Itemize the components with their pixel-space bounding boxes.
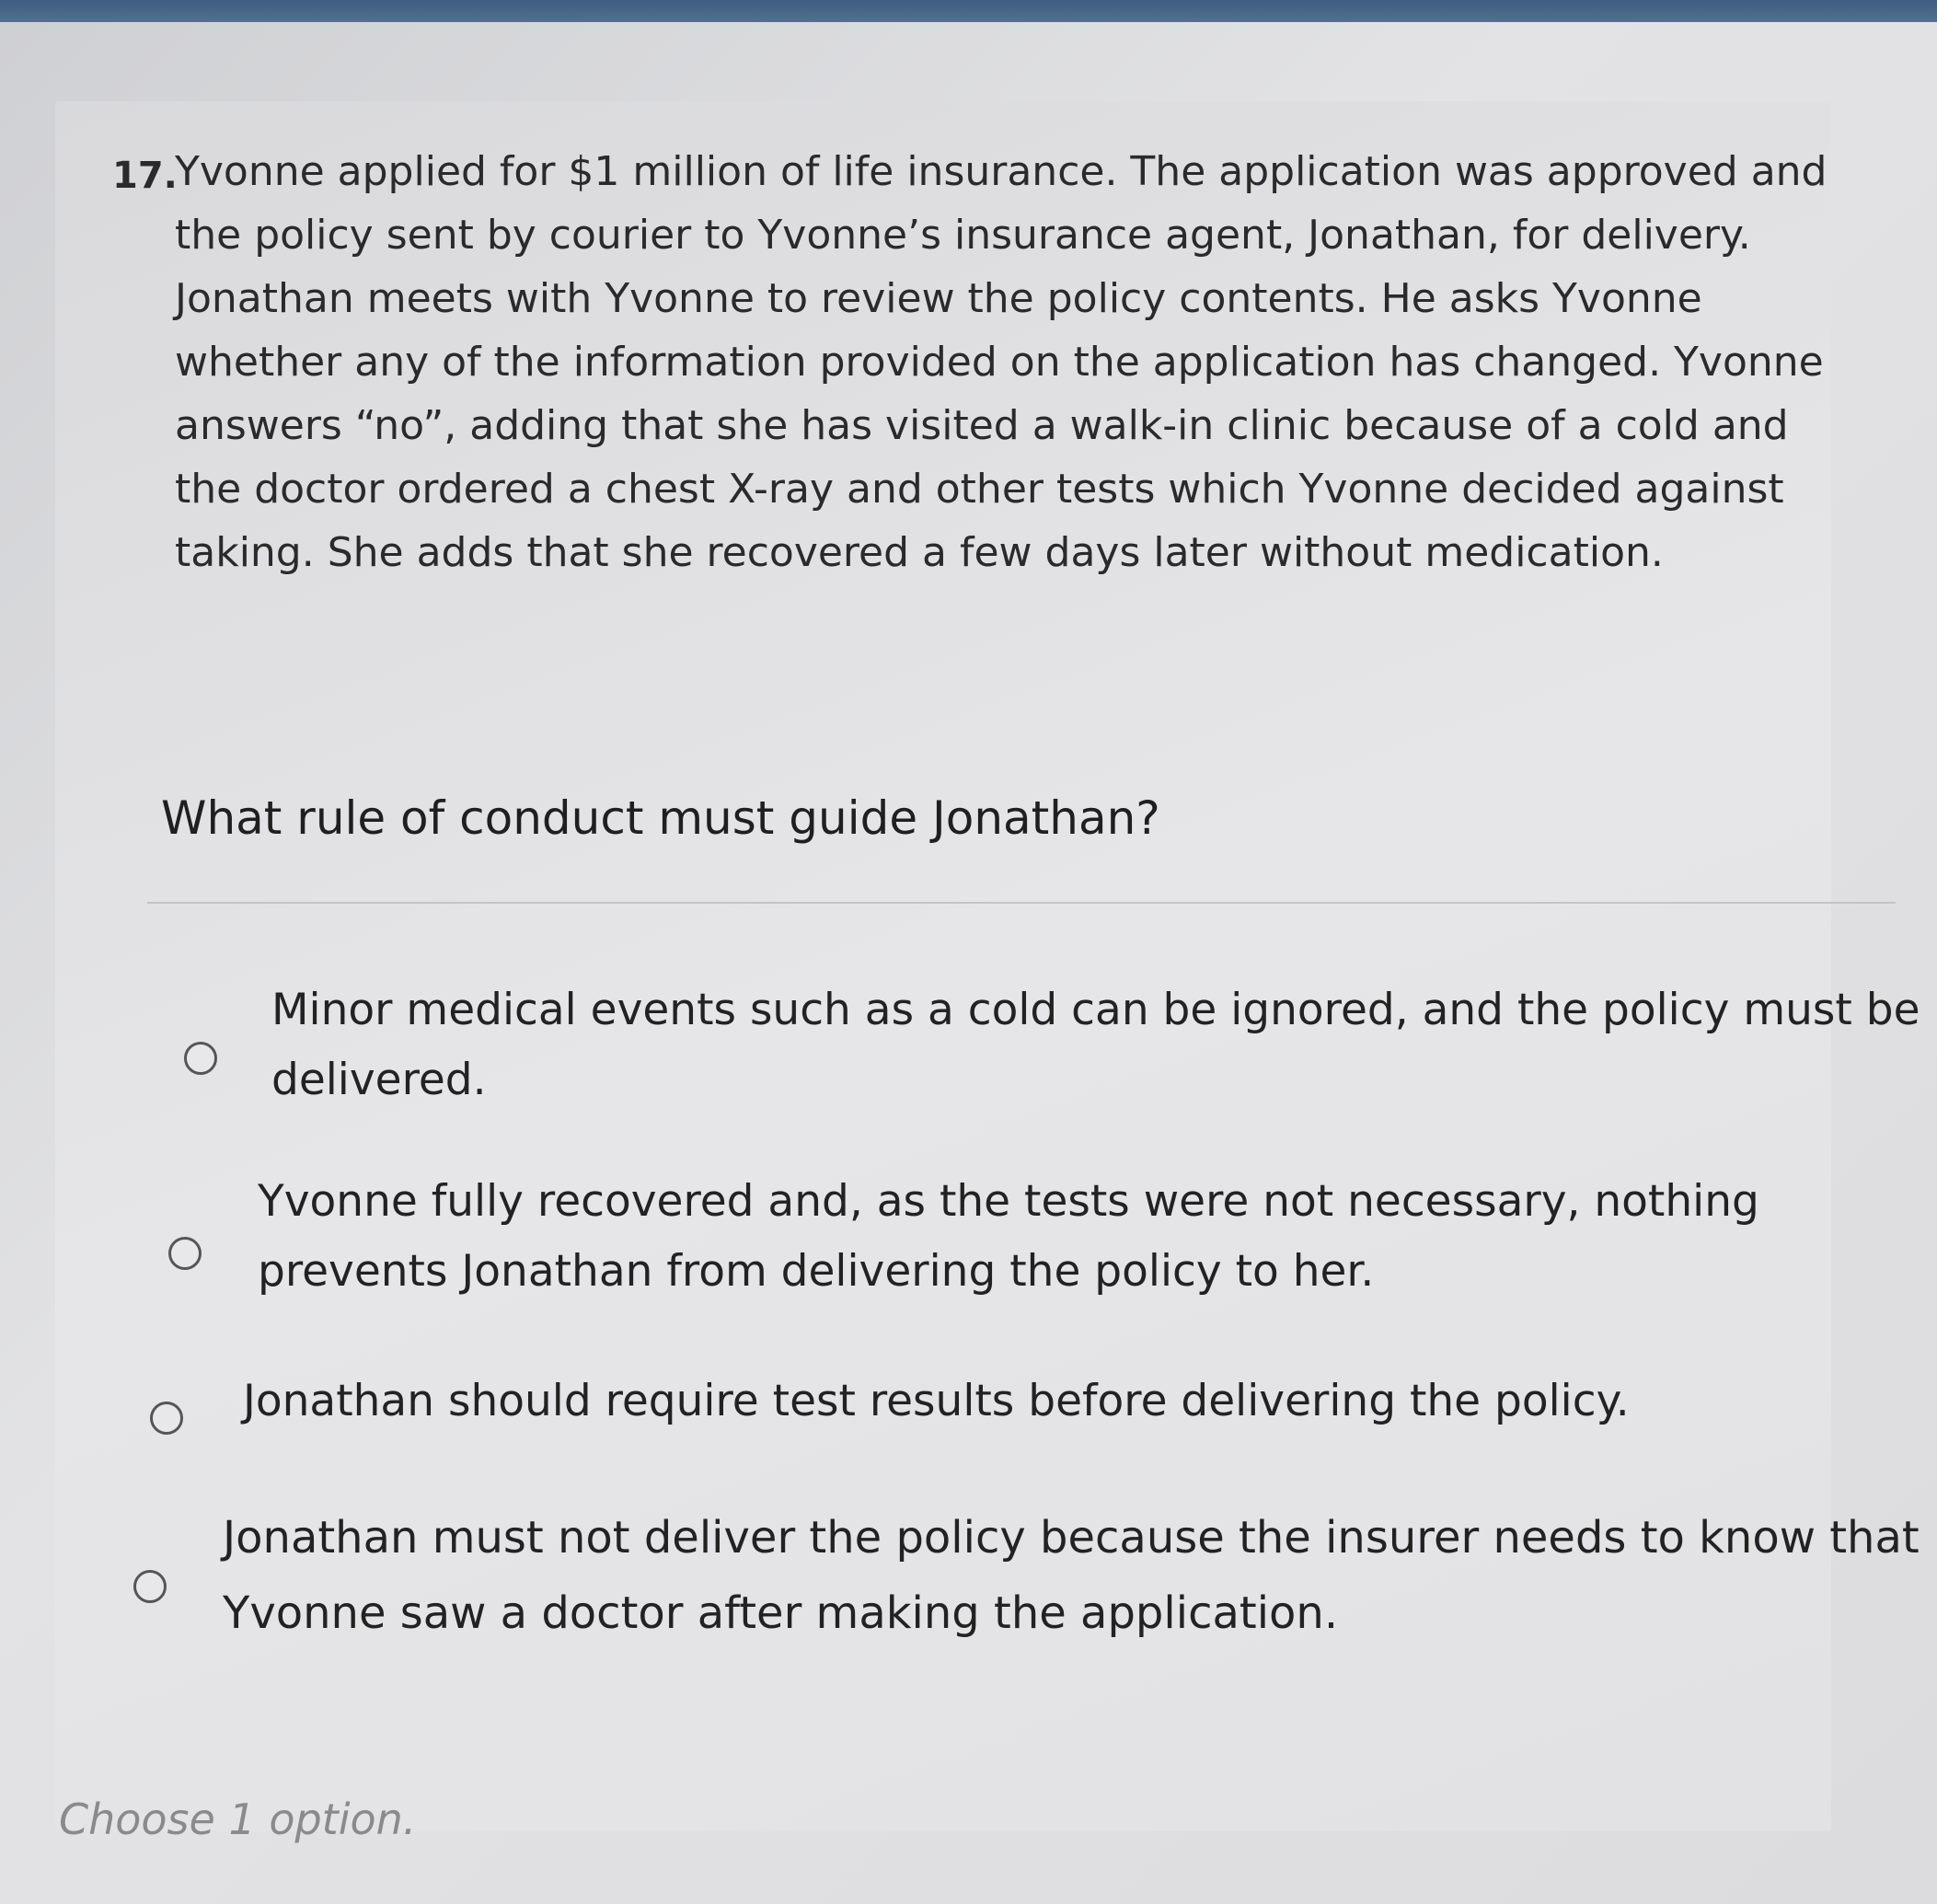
question-prompt: What rule of conduct must guide Jonathan? [161,791,1160,845]
radio-button-2[interactable] [168,1237,202,1270]
divider [147,902,1896,904]
option-1[interactable] [179,975,1928,1114]
option-2[interactable] [166,1167,1928,1305]
question-number: 17. [112,155,178,197]
question-text: Yvonne applied for $1 million of life insurance. The application was approved and the policy sent by courier to Yvonne’s insurance agent, Jonathan, for delivery. Jonathan meets with Yvonne to review the policy contents. He asks Yvonne whether any of the information provided on the application has changed. Yvonne answers “no”, adding that she has visited a walk-in clinic because of a cold and the doctor ordered a chest X-ray and other tests which Yvonne decided against taking. She adds that she recovered a few days later without medication. [175,148,1827,576]
option-4[interactable] [131,1500,1937,1656]
option-3[interactable] [147,1367,1928,1449]
radio-button-3[interactable] [150,1402,183,1435]
hint-text: Choose 1 option. [59,1794,417,1844]
option-1-label: Minor medical events such as a cold can be ignored, and the policy must be delivered. [271,985,1920,1105]
top-bar [0,0,1937,22]
option-3-label: Jonathan should require test results before delivering the policy. [243,1376,1630,1426]
radio-button-1[interactable] [184,1042,217,1075]
radio-button-4[interactable] [133,1570,167,1603]
option-4-label: Jonathan must not deliver the policy because the insurer needs to know that Yvonne saw a doctor after making the application. [223,1512,1920,1639]
option-2-label: Yvonne fully recovered and, as the tests were not necessary, nothing prevents Jonathan from delivering the policy to her. [258,1176,1759,1297]
